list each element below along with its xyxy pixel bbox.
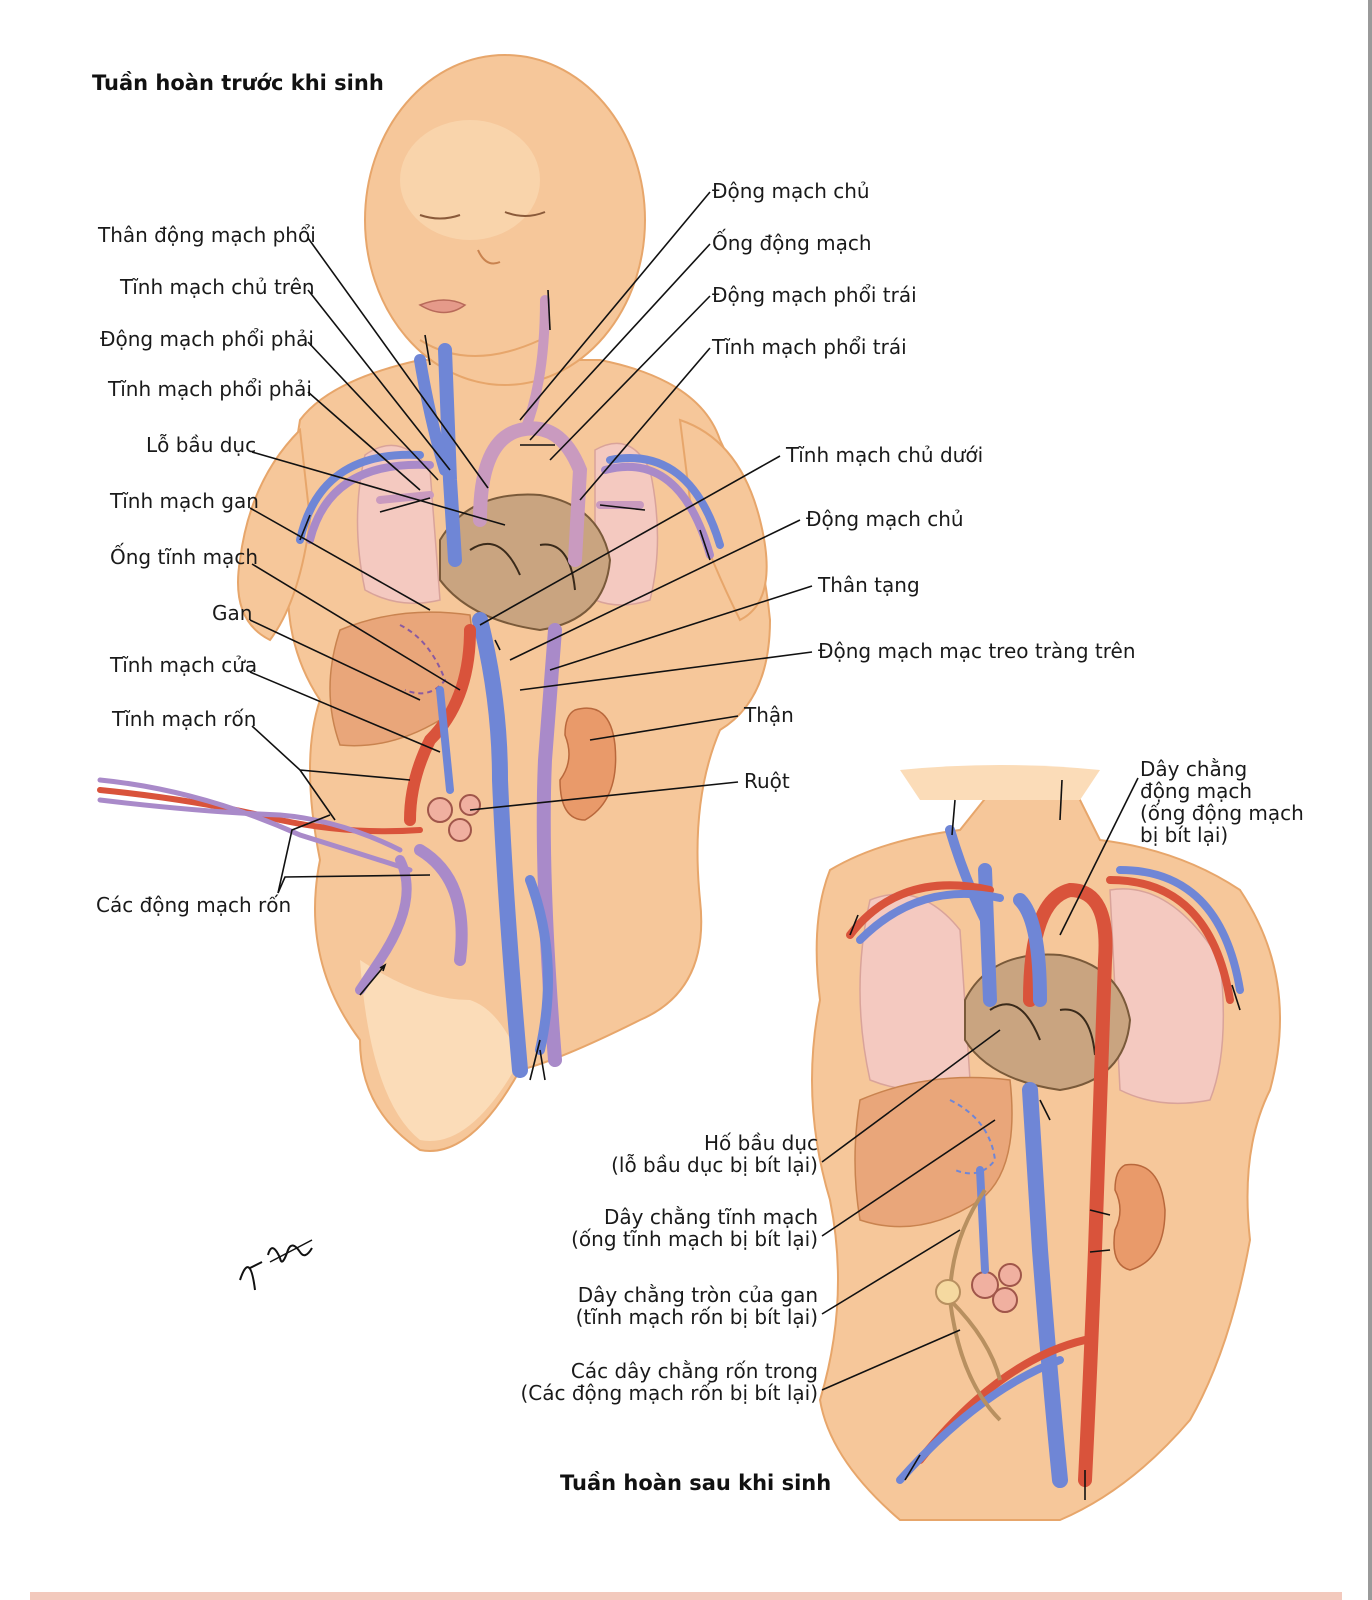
labels-right-before <box>711 179 1136 793</box>
label-pulmonary-trunk: Thân động mạch phổi <box>98 223 316 247</box>
label-right-pulmonary-vein: Tĩnh mạch phổi phải <box>108 377 312 401</box>
label-portal-vein: Tĩnh mạch cửa <box>110 653 258 677</box>
label-celiac-trunk: Thân tạng <box>818 573 920 597</box>
label-lig-venosum-2: (ống tĩnh mạch bị bít lại) <box>571 1227 818 1251</box>
label-fossa-ovalis-1: Hố bầu dục <box>704 1131 818 1155</box>
label-superior-mesenteric-artery: Động mạch mạc treo tràng trên <box>818 639 1136 663</box>
netter-signature <box>240 1240 312 1290</box>
label-aorta-top: Động mạch chủ <box>712 179 870 203</box>
label-hepatic-vein: Tĩnh mạch gan <box>110 489 259 513</box>
label-fossa-ovalis-2: (lỗ bầu dục bị bít lại) <box>611 1153 818 1177</box>
label-left-pulmonary-artery: Động mạch phổi trái <box>712 283 917 307</box>
label-ductus-arteriosus: Ống động mạch <box>712 231 872 255</box>
label-umbilical-ligaments-2: (Các động mạch rốn bị bít lại) <box>520 1381 818 1405</box>
label-round-ligament-1: Dây chằng tròn của gan <box>577 1283 818 1307</box>
title-after-birth: Tuần hoàn sau khi sinh <box>560 1471 832 1495</box>
label-round-ligament-2: (tĩnh mạch rốn bị bít lại) <box>575 1305 818 1329</box>
label-umbilical-arteries: Các động mạch rốn <box>96 893 292 917</box>
label-lig-venosum-1: Dây chằng tĩnh mạch <box>603 1205 818 1229</box>
title-before-birth: Tuần hoàn trước khi sinh <box>92 71 384 95</box>
label-inferior-vena-cava: Tĩnh mạch chủ dưới <box>786 443 984 467</box>
label-aorta-lower: Động mạch chủ <box>806 507 964 531</box>
page-bottom-band <box>30 1592 1342 1600</box>
label-ductus-venosus: Ống tĩnh mạch <box>110 545 258 569</box>
label-intestine: Ruột <box>744 769 790 793</box>
label-superior-vena-cava: Tĩnh mạch chủ trên <box>120 275 315 299</box>
label-umbilical-ligaments-1: Các dây chằng rốn trong <box>570 1359 818 1383</box>
label-kidney: Thận <box>744 703 794 727</box>
label-right-pulmonary-artery: Động mạch phổi phải <box>100 327 314 351</box>
page-right-edge <box>1368 0 1372 1600</box>
label-lig-arteriosum-3: (ống động mạch <box>1140 801 1304 825</box>
label-umbilical-vein: Tĩnh mạch rốn <box>112 707 257 731</box>
label-foramen-ovale: Lỗ bầu dục <box>146 433 257 457</box>
label-left-pulmonary-vein: Tĩnh mạch phổi trái <box>712 335 907 359</box>
infant-illustration <box>812 765 1280 1520</box>
label-lig-arteriosum-2: động mạch <box>1140 779 1253 803</box>
label-liver: Gan <box>212 601 253 625</box>
label-lig-arteriosum-4: bị bít lại) <box>1140 823 1229 847</box>
fetus-illustration <box>100 55 770 1151</box>
label-lig-arteriosum-1: Dây chằng <box>1140 757 1248 781</box>
